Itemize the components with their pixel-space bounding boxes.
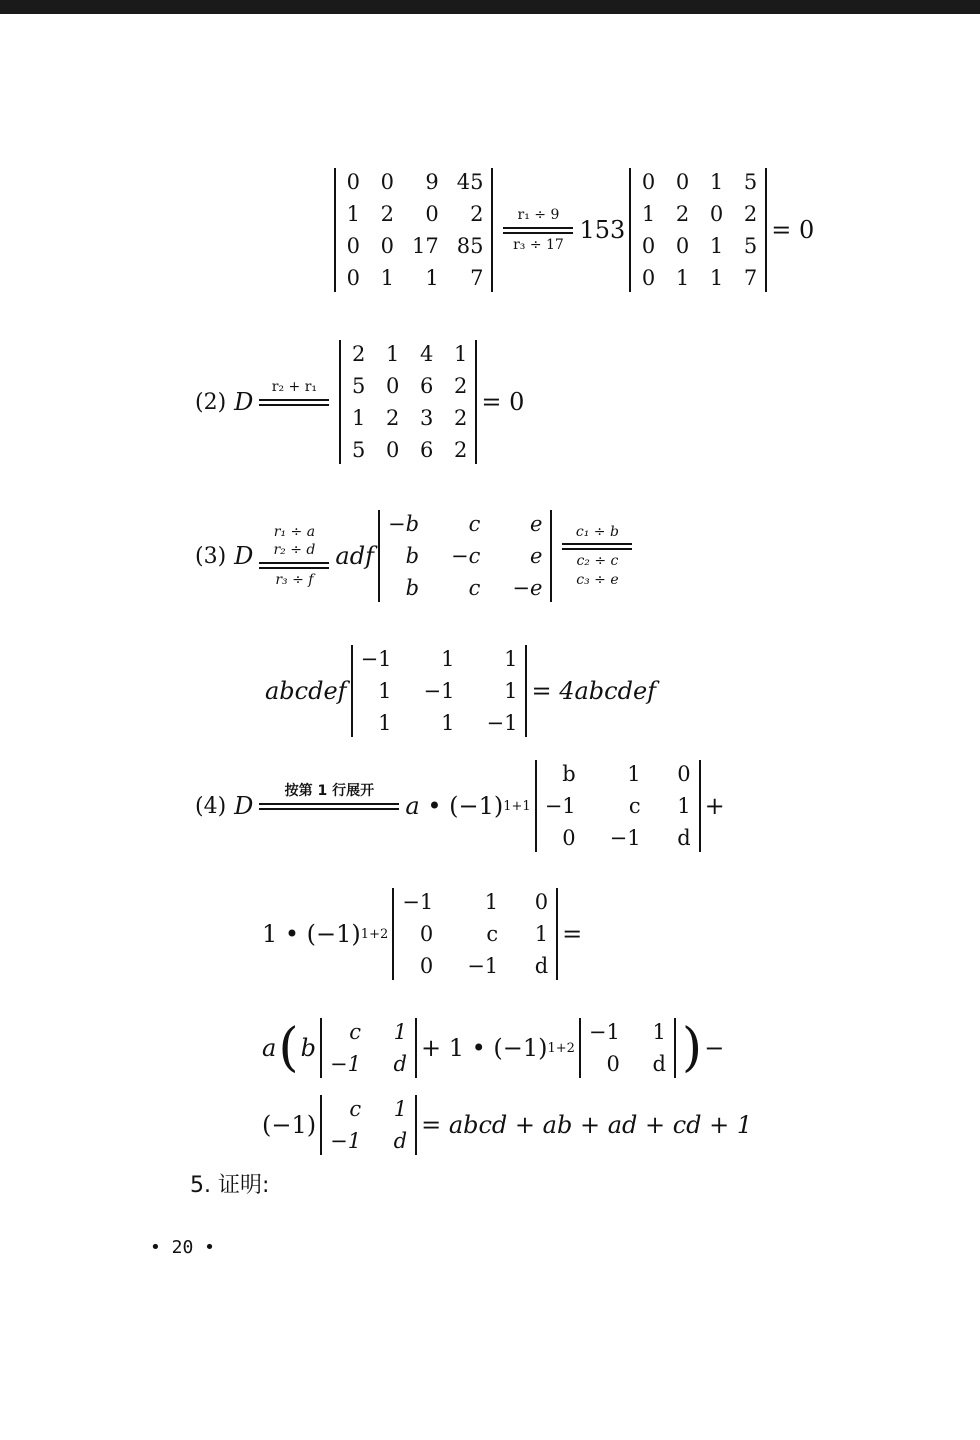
row-op-operator: [259, 378, 329, 425]
matrix-cell: 0: [641, 234, 656, 258]
matrix-cell: 9: [425, 170, 439, 194]
final-result: = abcd + ab + ad + cd + 1: [421, 1111, 753, 1139]
matrix-cell: d: [393, 1052, 407, 1076]
matrix-cell: 0: [677, 762, 691, 786]
op-line: c₁ ÷ b: [575, 524, 619, 541]
matrix-cell: 2: [380, 202, 394, 226]
matrix-cell: 2: [386, 406, 400, 430]
term1-exp: 1+1: [503, 798, 531, 814]
determinant-3x3: [392, 888, 558, 980]
op-line: c₂ ÷ c: [576, 553, 619, 570]
matrix-cell: 1: [675, 266, 690, 290]
matrix-cell: −1: [609, 826, 641, 850]
matrix-cell: d: [652, 1052, 666, 1076]
matrix-cell: 5: [743, 170, 758, 194]
matrix-cell: 3: [420, 406, 434, 430]
var-d: D: [234, 792, 254, 820]
equation-block-3-cont: [265, 645, 656, 737]
matrix-cell: −c: [451, 544, 481, 568]
matrix-cell: 1: [709, 170, 724, 194]
matrix-cell: 2: [675, 202, 690, 226]
determinant-3x3: [535, 760, 701, 852]
matrix-cell: 1: [393, 1097, 408, 1121]
matrix-cell: 0: [380, 234, 394, 258]
matrix-cell: 1: [627, 762, 641, 786]
matrix-cell: c: [349, 1097, 362, 1121]
matrix-cell: 0: [346, 170, 360, 194]
matrix-cell: 0: [419, 954, 434, 978]
matrix-cell: 0: [386, 438, 400, 462]
determinant-2x2: [320, 1018, 417, 1078]
matrix-cell: b: [562, 762, 576, 786]
matrix-cell: 5: [352, 374, 366, 398]
result: = 4abcdef: [531, 677, 657, 705]
determinant-4x4-b: [629, 168, 767, 292]
matrix-cell: c: [628, 794, 641, 818]
matrix-cell: −1: [360, 647, 392, 671]
matrix-cell: 0: [534, 890, 549, 914]
matrix-cell: 0: [386, 374, 400, 398]
matrix-cell: b: [405, 576, 420, 600]
matrix-cell: −1: [588, 1020, 620, 1044]
matrix-cell: 4: [420, 342, 434, 366]
plus: +: [704, 792, 725, 820]
matrix-cell: 1: [709, 266, 724, 290]
matrix-cell: 1: [677, 794, 691, 818]
matrix-cell: 0: [380, 170, 394, 194]
var-d: D: [234, 542, 254, 570]
item-label: (3): [195, 543, 227, 569]
matrix-cell: 6: [420, 438, 434, 462]
matrix-cell: −e: [512, 576, 543, 600]
matrix-cell: b: [405, 544, 420, 568]
matrix-cell: 0: [709, 202, 724, 226]
op-line: c₃ ÷ e: [576, 571, 619, 588]
equation-block-4-cont: [262, 888, 582, 980]
matrix-cell: −1: [329, 1052, 361, 1076]
term2-exp: 1+2: [360, 926, 389, 942]
equation-block-4-line3: a ( b c 1 −1 d + 1 • (−1) 1+2 −1 1 0 d ) −: [262, 1018, 725, 1078]
minus: −: [704, 1034, 725, 1062]
op-line: r₃ ÷ f: [275, 571, 314, 588]
matrix-cell: c: [349, 1020, 361, 1044]
matrix-cell: 1: [504, 679, 518, 703]
equation-block-4: [195, 760, 725, 852]
expand-operator: [259, 782, 399, 829]
op-line: r₁ ÷ a: [273, 524, 316, 541]
factor-a: a: [262, 1034, 277, 1062]
matrix-cell: 2: [352, 342, 366, 366]
matrix-cell: 2: [454, 374, 468, 398]
matrix-cell: 1: [346, 202, 360, 226]
matrix-cell: 2: [454, 438, 468, 462]
factor-b: b: [300, 1034, 316, 1062]
equals: =: [562, 920, 583, 948]
matrix-cell: −b: [387, 512, 420, 536]
matrix-cell: c: [468, 576, 481, 600]
matrix-cell: −1: [486, 711, 518, 735]
col-op-operator: [562, 523, 632, 589]
matrix-cell: 0: [641, 266, 656, 290]
matrix-cell: 1: [504, 647, 518, 671]
top-rule: [0, 0, 980, 14]
matrix-cell: 0: [346, 266, 360, 290]
item-label: (4): [195, 793, 227, 819]
mid-exp: 1+2: [547, 1040, 575, 1056]
equation-block-2: [195, 340, 524, 464]
op-top: r₁ ÷ 9: [517, 207, 560, 224]
determinant-2x2: [579, 1018, 676, 1078]
matrix-cell: 1: [352, 406, 366, 430]
matrix-cell: 1: [534, 922, 549, 946]
term2-coef: 1 • (−1): [262, 920, 361, 948]
matrix-cell: −1: [423, 679, 455, 703]
matrix-cell: 0: [675, 234, 690, 258]
matrix-cell: 0: [419, 922, 434, 946]
determinant-4x4: [339, 340, 477, 464]
matrix-cell: e: [529, 544, 543, 568]
op-top: 按第 1 行展开: [284, 783, 375, 800]
coefficient: 153: [579, 216, 626, 244]
page-number: • 20 •: [150, 1237, 216, 1258]
matrix-cell: 45: [456, 170, 484, 194]
matrix-cell: 2: [743, 202, 758, 226]
matrix-cell: 1: [484, 890, 499, 914]
mid-term: + 1 • (−1): [420, 1034, 548, 1062]
matrix-cell: 7: [743, 266, 758, 290]
matrix-cell: 0: [641, 170, 656, 194]
matrix-cell: 1: [709, 234, 724, 258]
result: = 0: [771, 216, 815, 244]
matrix-cell: 0: [346, 234, 360, 258]
coefficient: adf: [335, 542, 374, 570]
matrix-cell: 1: [441, 711, 455, 735]
matrix-cell: 0: [425, 202, 439, 226]
coefficient: abcdef: [265, 677, 347, 705]
determinant-3x3: [351, 645, 528, 737]
item-label: (2): [195, 389, 227, 415]
matrix-cell: 1: [378, 679, 392, 703]
matrix-cell: 0: [606, 1052, 620, 1076]
determinant-2x2: [320, 1095, 417, 1155]
op-bottom: r₃ ÷ 17: [513, 236, 564, 253]
matrix-cell: 1: [393, 1020, 407, 1044]
matrix-cell: −1: [467, 954, 499, 978]
result: = 0: [481, 388, 525, 416]
equation-block-3: [195, 510, 638, 602]
neg-one: (−1): [262, 1111, 317, 1139]
matrix-cell: 1: [641, 202, 656, 226]
matrix-cell: 2: [470, 202, 484, 226]
matrix-cell: c: [468, 512, 481, 536]
var-d: D: [234, 388, 254, 416]
matrix-cell: 0: [562, 826, 576, 850]
matrix-cell: 1: [652, 1020, 666, 1044]
matrix-cell: c: [486, 922, 499, 946]
equation-block-4-line4: [262, 1095, 752, 1155]
matrix-cell: d: [534, 954, 549, 978]
equation-block-1: [330, 168, 814, 292]
determinant-3x3: [378, 510, 552, 602]
matrix-cell: d: [393, 1129, 408, 1153]
matrix-cell: 17: [412, 234, 439, 258]
matrix-cell: 2: [454, 406, 468, 430]
matrix-cell: 5: [352, 438, 366, 462]
matrix-cell: 85: [456, 234, 484, 258]
matrix-cell: 7: [470, 266, 484, 290]
matrix-cell: −1: [544, 794, 576, 818]
term1-coef: a • (−1): [405, 792, 504, 820]
matrix-cell: d: [677, 826, 691, 850]
matrix-cell: 0: [675, 170, 690, 194]
matrix-cell: 5: [743, 234, 758, 258]
row-op-operator: [503, 206, 573, 253]
determinant-4x4-a: [334, 168, 493, 292]
matrix-cell: 1: [441, 647, 455, 671]
matrix-cell: −1: [402, 890, 434, 914]
matrix-cell: −1: [330, 1129, 362, 1153]
matrix-cell: 1: [378, 711, 392, 735]
matrix-cell: 1: [386, 342, 400, 366]
row-op-operator: [259, 523, 329, 589]
matrix-cell: 1: [425, 266, 439, 290]
op-line: r₂ ÷ d: [273, 542, 316, 559]
matrix-cell: 6: [420, 374, 434, 398]
section-heading: 5. 证明:: [190, 1173, 270, 1198]
matrix-cell: 1: [380, 266, 394, 290]
op-top: r₂ + r₁: [271, 379, 318, 396]
matrix-cell: 1: [454, 342, 468, 366]
matrix-cell: e: [529, 512, 543, 536]
